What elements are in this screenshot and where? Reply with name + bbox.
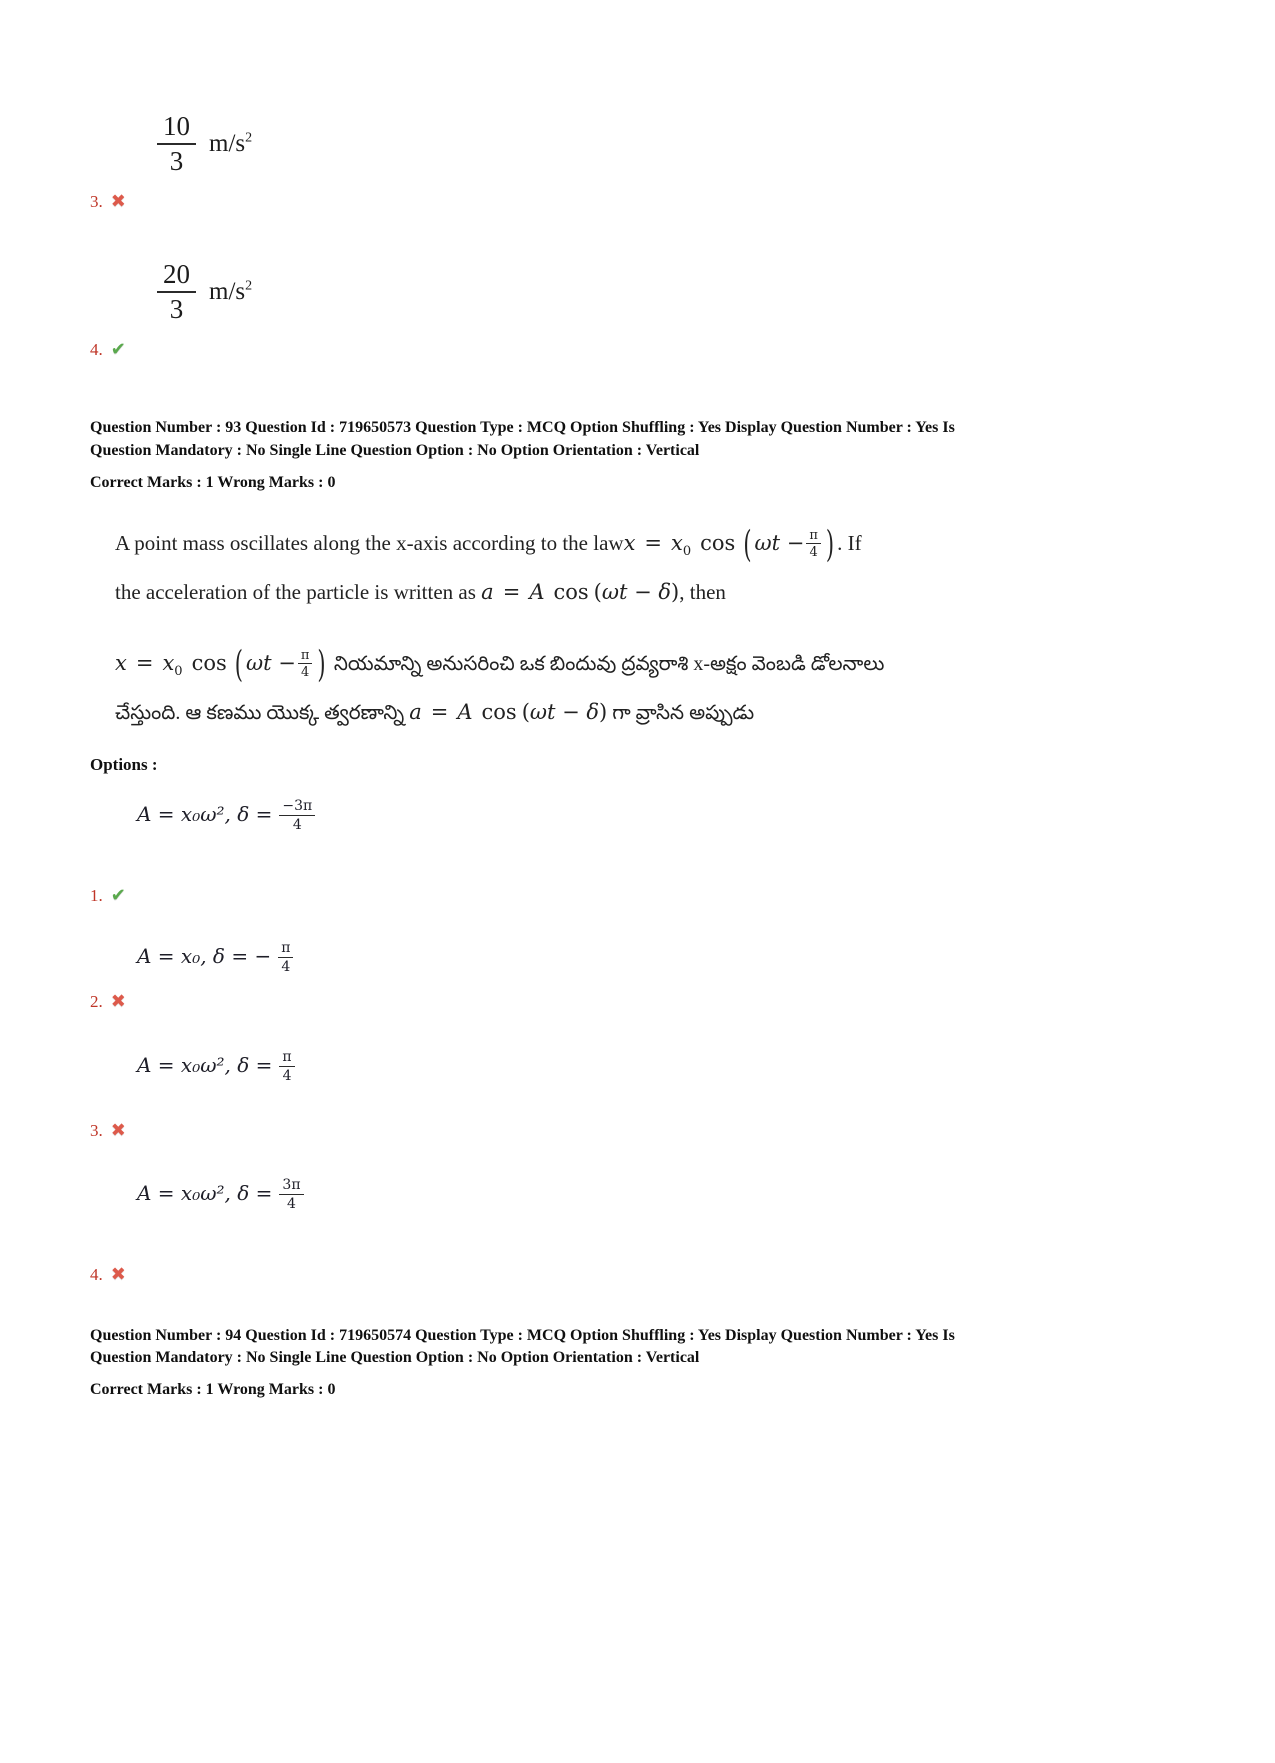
question-tail-text: . If	[837, 530, 862, 555]
telugu-text: చేస్తుంది. ఆ కణము యొక్క త్వరణాన్ని	[115, 702, 410, 725]
fraction-denominator: 3	[169, 146, 184, 177]
fraction: $\frac{\pi}{4}$	[278, 941, 293, 974]
option-number: 1.	[90, 885, 103, 905]
question-lead-text: the acceleration of the particle is written as	[115, 579, 482, 604]
unit-label: $m/s^2$	[209, 277, 253, 305]
cross-icon: ✖	[110, 1119, 126, 1141]
option-result-row	[90, 1264, 126, 1287]
question-text-telugu-line2	[115, 700, 754, 729]
check-icon: ✔	[110, 884, 126, 906]
question-94-metadata	[90, 1325, 1215, 1402]
cross-icon: ✖	[110, 191, 126, 213]
option-1-formula: A = x₀ω², δ = $\frac{-3\pi}{4}$	[137, 799, 315, 832]
option-result-row	[90, 191, 126, 214]
fraction: $\frac{3\pi}{4}$	[279, 1178, 303, 1211]
question-tail-text: , then	[679, 579, 726, 604]
question-lead-text: A point mass oscillates along the x-axis according to the law	[115, 530, 624, 555]
metadata-line-2: Question Mandatory : No Single Line Question Option : No Option Orientation : Vertical	[90, 442, 700, 460]
metadata-line-1: Question Number : 93 Question Id : 719650573 Question Type : MCQ Option Shuffling : Yes Display Question Number : Yes Is	[90, 419, 955, 437]
option-value-3	[157, 112, 252, 176]
formula-acceleration: a = A cos (ωt − δ)	[481, 579, 680, 604]
cross-icon: ✖	[110, 991, 126, 1013]
metadata-line-1: Question Number : 94 Question Id : 719650574 Question Type : MCQ Option Shuffling : Yes Display Question Number : Yes Is	[90, 1326, 955, 1344]
metadata-line-2: Question Mandatory : No Single Line Question Option : No Option Orientation : Vertical	[90, 1349, 700, 1367]
option-number: 3.	[90, 192, 103, 212]
option-number: 4.	[90, 1265, 103, 1285]
option-2-formula: A = x₀, δ = − $\frac{\pi}{4}$	[137, 941, 293, 974]
fraction-numerator: 20	[157, 260, 196, 293]
fraction: $\frac{\pi}{4}$	[279, 1050, 294, 1083]
formula-displacement: $x = x_0$ cos ( ωt − $\frac{\pi}{4}$ )	[115, 643, 326, 685]
marks-line: Correct Marks : 1 Wrong Marks : 0	[90, 1381, 336, 1399]
option-result-row	[90, 991, 126, 1014]
option-number: 3.	[90, 1120, 103, 1140]
check-icon: ✔	[110, 338, 126, 360]
option-number: 4.	[90, 339, 103, 359]
question-text-english-line2	[115, 580, 726, 605]
question-text-english-line1	[115, 522, 862, 565]
option-result-row	[90, 1119, 126, 1142]
unit-label: $m/s^2$	[209, 129, 253, 157]
option-result-row	[90, 884, 126, 907]
telugu-text: నియమాన్ని అనుసరించి ఒక బిందువు ద్రవ్యరాశి x-అక్షం వెంబడి డోలనాలు	[333, 652, 885, 675]
option-value-4	[157, 260, 252, 324]
cross-icon: ✖	[110, 1264, 126, 1286]
option-4-formula: A = x₀ω², δ = $\frac{3\pi}{4}$	[137, 1178, 304, 1211]
fraction	[157, 112, 196, 176]
question-text-telugu-line1	[115, 643, 885, 685]
option-3-formula: A = x₀ω², δ = $\frac{\pi}{4}$	[137, 1050, 295, 1083]
fraction-numerator: 10	[157, 112, 196, 145]
telugu-text: గా వ్రాసిన అప్పుడు	[607, 702, 755, 725]
options-label: Options :	[90, 755, 158, 775]
formula-acceleration: a = A cos (ωt − δ)	[409, 700, 608, 725]
option-number: 2.	[90, 992, 103, 1012]
question-93-metadata	[90, 417, 1215, 494]
fraction	[157, 260, 196, 324]
marks-line: Correct Marks : 1 Wrong Marks : 0	[90, 473, 336, 491]
fraction: $\frac{\pi}{4}$	[298, 649, 313, 680]
fraction-denominator: 3	[169, 294, 184, 325]
option-result-row	[90, 338, 126, 361]
fraction: $\frac{\pi}{4}$	[806, 529, 821, 560]
formula-displacement: $x = x_0$ cos ( ωt − $\frac{\pi}{4}$ )	[623, 522, 835, 565]
fraction: $\frac{-3\pi}{4}$	[279, 799, 315, 832]
